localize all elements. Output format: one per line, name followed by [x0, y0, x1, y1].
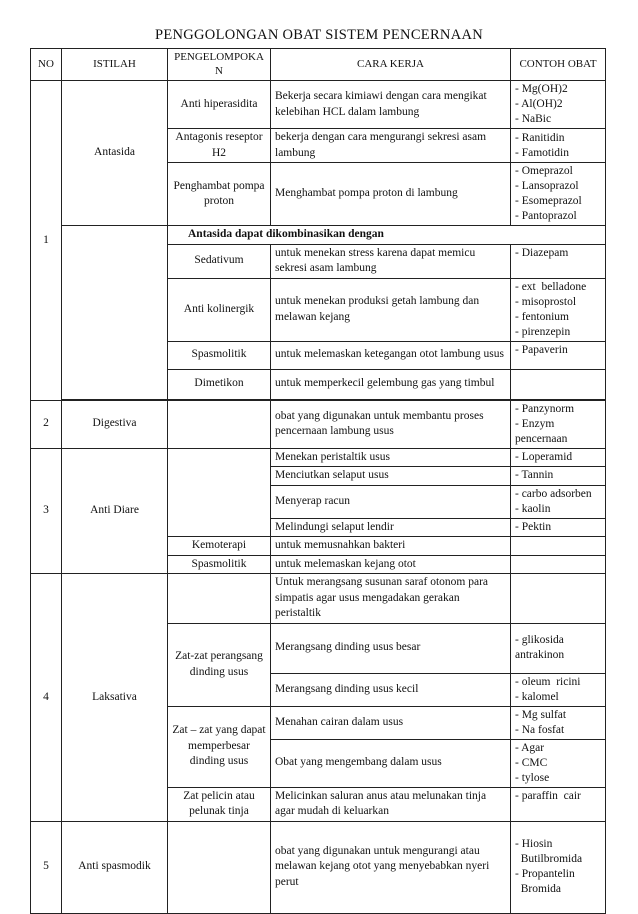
example-drugs [511, 518, 606, 537]
example-drug-item: - oleum ricini [515, 675, 581, 688]
group-number: 5 [31, 821, 62, 913]
example-drugs [511, 369, 606, 399]
example-drug-item: - kalomel [515, 690, 559, 703]
example-drugs [511, 448, 606, 467]
mechanism-text: Melindungi selaput lendir [271, 518, 511, 537]
mechanism-text: obat yang digunakan untuk mengurangi atau melawan kejang otot yang menyebabkan nyeri perut [271, 821, 511, 913]
example-drug-item: - Panzynorm [515, 402, 575, 415]
example-drug-item: - Famotidin [515, 146, 569, 159]
mechanism-text: obat yang digunakan untuk membantu proses pencernaan lambung usus [271, 400, 511, 448]
combination-note: Antasida dapat dikombinasikan dengan [168, 226, 606, 245]
group-term: Antasida [62, 81, 168, 226]
example-drugs [511, 400, 606, 448]
example-drug-item: - Propantelin [515, 868, 575, 881]
example-drug-item: - fentonium [515, 310, 569, 323]
example-drug-item: - kaolin [515, 502, 551, 515]
mechanism-text: Untuk merangsang susunan saraf otonom para simpatis agar usus mengadakan gerakan peristaltik [271, 574, 511, 624]
header-no: NO [31, 49, 62, 81]
example-drugs [511, 81, 606, 129]
example-drug-item: - Loperamid [515, 450, 573, 463]
mechanism-text: Menghambat pompa proton di lambung [271, 163, 511, 226]
example-drug-item: pencernaan [515, 432, 568, 445]
example-drug-item: - Diazepam [515, 246, 569, 259]
group-term: Anti Diare [62, 448, 168, 574]
example-drug-item: - Hiosin [515, 838, 553, 851]
example-drug-item: - Mg sulfat [515, 708, 567, 721]
example-drugs [511, 129, 606, 163]
table-row [31, 81, 606, 129]
table-row [31, 244, 606, 278]
mechanism-text: Menahan cairan dalam usus [271, 706, 511, 739]
group-number: 3 [31, 448, 62, 574]
table-row [31, 448, 606, 467]
mechanism-text: untuk memperkecil gelembung gas yang timbul [271, 369, 511, 399]
table-row [31, 574, 606, 624]
example-drug-item: - Ranitidin [515, 131, 565, 144]
mechanism-text: bekerja dengan cara mengurangi sekresi asam lambung [271, 129, 511, 163]
mechanism-text: Menekan peristaltik usus [271, 448, 511, 467]
example-drug-item: Bromida [515, 883, 561, 896]
mechanism-text: Obat yang mengembang dalam usus [271, 739, 511, 787]
header-pengelompokan: PENGELOMPOKA N [168, 49, 271, 81]
example-drug-item: - NaBic [515, 113, 552, 125]
example-drug-item: - Papaverin [515, 343, 568, 356]
group-term: Anti spasmodik [62, 821, 168, 913]
table-row [31, 821, 606, 913]
subgroup-label: Spasmolitik [168, 341, 271, 369]
example-drugs [511, 341, 606, 369]
example-drug-item: - Omeprazol [515, 165, 573, 178]
example-drug-item: Butilbromida [515, 853, 583, 866]
group-number: 2 [31, 400, 62, 448]
example-drugs [511, 787, 606, 821]
example-drug-item: - Esomeprazol [515, 195, 582, 208]
example-drug-item: - Mg(OH)2 [515, 83, 568, 95]
mechanism-text: untuk menekan produksi getah lambung dan melawan kejang [271, 278, 511, 341]
mechanism-text: Menciutkan selaput usus [271, 467, 511, 486]
example-drug-item: antrakinon [515, 649, 565, 662]
example-drugs [511, 278, 606, 341]
table-header-row [31, 49, 606, 81]
example-drug-item: - pirenzepin [515, 325, 571, 338]
subgroup-label: Zat pelicin atau pelunak tinja [168, 787, 271, 821]
mechanism-text: untuk memusnahkan bakteri [271, 537, 511, 556]
mechanism-text: untuk menekan stress karena dapat memicu sekresi asam lambung [271, 244, 511, 278]
example-drugs [511, 244, 606, 278]
group-number: 4 [31, 574, 62, 822]
example-drug-item: - misoprostol [515, 295, 577, 308]
example-drugs [511, 467, 606, 486]
example-drug-item: - Al(OH)2 [515, 98, 563, 110]
combination-row [31, 226, 606, 245]
example-drug-item: - ext belladone [515, 280, 587, 293]
subgroup-label: Sedativum [168, 244, 271, 278]
subgroup-label: Anti hiperasidita [168, 81, 271, 129]
subgroup-label: Kemoterapi [168, 537, 271, 556]
example-drugs [511, 485, 606, 518]
example-drug-item: - Agar [515, 741, 545, 754]
mechanism-text: Menyerap racun [271, 485, 511, 518]
example-drugs [511, 163, 606, 226]
example-drug-item: - Na fosfat [515, 723, 565, 736]
subgroup-label: Dimetikon [168, 369, 271, 399]
example-drug-item: - CMC [515, 756, 548, 769]
example-drugs [511, 623, 606, 673]
example-drug-item: - tylose [515, 771, 550, 784]
table-row [31, 400, 606, 448]
header-istilah: ISTILAH [62, 49, 168, 81]
header-cara-kerja: CARA KERJA [271, 49, 511, 81]
example-drugs [511, 739, 606, 787]
mechanism-text: Bekerja secara kimiawi dengan cara mengikat kelebihan HCL dalam lambung [271, 81, 511, 129]
mechanism-text: Melicinkan saluran anus atau melunakan tinja agar mudah di keluarkan [271, 787, 511, 821]
example-drug-item: - Lansoprazol [515, 180, 579, 193]
example-drug-item: - glikosida [515, 634, 564, 647]
header-contoh-obat: CONTOH OBAT [511, 49, 606, 81]
example-drug-item: - Enzym [515, 417, 555, 430]
subgroup-label: Zat-zat perangsang dinding usus [168, 623, 271, 706]
example-drug-item: - Pantoprazol [515, 210, 577, 223]
subgroup-label: Spasmolitik [168, 555, 271, 574]
mechanism-text: untuk melemaskan kejang otot [271, 555, 511, 574]
mechanism-text: Merangsang dinding usus kecil [271, 673, 511, 706]
group-term: Digestiva [62, 400, 168, 448]
subgroup-label: Zat – zat yang dapat memperbesar dinding usus [168, 706, 271, 787]
mechanism-text: untuk melemaskan ketegangan otot lambung usus [271, 341, 511, 369]
example-drug-item: - Tannin [515, 469, 554, 482]
document-title: PENGGOLONGAN OBAT SISTEM PENCERNAAN [154, 27, 484, 43]
subgroup-label: Penghambat pompa proton [168, 163, 271, 226]
example-drug-item: - Pektin [515, 520, 552, 533]
subgroup-label: Anti kolinergik [168, 278, 271, 341]
mechanism-text: Merangsang dinding usus besar [271, 623, 511, 673]
example-drugs [511, 673, 606, 706]
example-drugs [511, 821, 606, 913]
subgroup-label: Antagonis reseptor H2 [168, 129, 271, 163]
example-drugs [511, 706, 606, 739]
example-drug-item: - carbo adsorben [515, 487, 592, 500]
group-number: 1 [31, 81, 62, 401]
example-drug-item: - paraffin cair [515, 789, 581, 802]
group-term: Laksativa [62, 574, 168, 822]
drug-classification-table [30, 48, 606, 914]
